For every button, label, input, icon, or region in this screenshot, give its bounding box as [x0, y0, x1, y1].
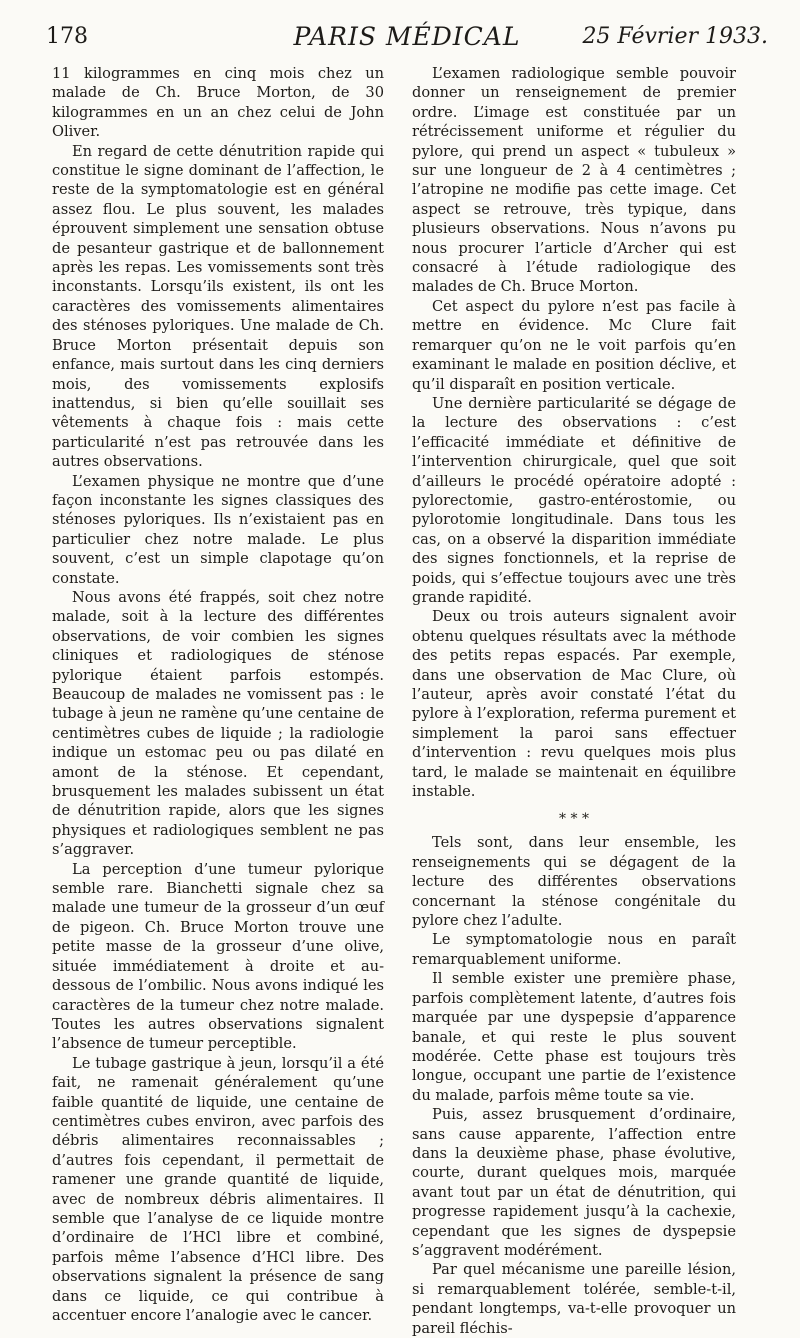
paragraph: La perception d’une tumeur pylorique semble rare. Bianchetti signale chez sa malade une tumeur de la grosseur d’un œuf de pigeon. Ch. Bruce Morton trouve une petite masse de la grosseur d’une olive, située immédiatement à droite et au-dessous de l’ombilic. Nous avons indiqué les caractères de la tumeur chez notre malade. Toutes les autres observations signalent l’absence de tumeur perceptible. [52, 860, 384, 1053]
section-separator: * * * [559, 811, 589, 828]
right-column [412, 64, 736, 1338]
left-column [52, 64, 384, 1325]
page-header [46, 18, 768, 56]
paragraph: Une dernière particularité se dégage de la lecture des observations : c’est l’efficacité immédiate et définitive de l’intervention chirurgicale, quel que soit d’ailleurs le procédé opératoire adopté : pylorectomie, gastro-entérostomie, ou pylorotomie longitudinale. Dans tous les cas, on a observé la disparition immédiate des signes fonctionnels, et la reprise de poids, qui s’effectue toujours avec une très grande rapidité. [412, 394, 736, 606]
page-number: 178 [46, 24, 88, 49]
paragraph: Le tubage gastrique à jeun, lorsqu’il a été fait, ne ramenait généralement qu’une faible quantité de liquide, une centaine de centimètres cubes environ, avec parfois des débris alimentaires reconnaissables ; d’autres fois cependant, il permettait de ramener une grande quantité de liquide, avec de nombreux débris alimentaires. Il semble que l’analyse de ce liquide montre d’ordinaire de l’HCl libre et combiné, parfois même l’absence d’HCl libre. Des observations signalent la présence de sang dans ce liquide, ce qui contribue à accentuer encore l’analogie avec le cancer. [52, 1054, 384, 1324]
paragraph: Deux ou trois auteurs signalent avoir obtenu quelques résultats avec la méthode des petits repas espacés. Par exemple, dans une observation de Mac Clure, où l’auteur, après avoir constaté l’état du pylore à l’exploration, referma purement et simplement la paroi sans effectuer d’intervention : revu quelques mois plus tard, le malade se maintenait en équilibre instable. [412, 608, 736, 801]
paragraph: L’examen physique ne montre que d’une façon inconstante les signes classiques des sténoses pyloriques. Ils n’existaient pas en particulier chez notre malade. Le plus souvent, c’est un simple clapotage qu’on constate. [52, 472, 384, 587]
issue-date: 25 Février 1933. [582, 24, 768, 49]
paragraph: Nous avons été frappés, soit chez notre malade, soit à la lecture des différentes observations, de voir combien les signes cliniques et radiologiques de sténose pylorique étaient parfois estompés. Beaucoup de malades ne vomissent pas : le tubage à jeun ne ramène qu’une centaine de centimètres cubes de liquide ; la radiologie indique un estomac peu ou pas dilaté en amont de la sténose. Et cependant, brusquement les malades subissent un état de dénutrition rapide, alors que les signes physiques et radiologiques semblent ne pas s’aggraver. [52, 588, 384, 859]
paragraph: En regard de cette dénutrition rapide qui constitue le signe dominant de l’affection, le reste de la symptomatologie est en général assez flou. Le plus souvent, les malades éprouvent simplement une sensation obtuse de pesanteur gastrique et de ballonnement après les repas. Les vomissements sont très inconstants. Lorsqu’ils existent, ils ont les caractères des vomissements alimentaires des sténoses pyloriques. Une malade de Ch. Bruce Morton présentait depuis son enfance, mais surtout dans les cinq derniers mois, des vomissements explosifs inattendus, si bien qu’elle souillait ses vêtements à chaque fois : mais cette particularité n’est pas retrouvée dans les autres observations. [52, 142, 384, 471]
journal-title: PARIS MÉDICAL [293, 22, 521, 51]
paragraph: Puis, assez brusquement d’ordinaire, sans cause apparente, l’affection entre dans la deuxième phase, phase évolutive, courte, durant quelques mois, marquée avant tout par un état de dénutrition, qui progresse rapidement jusqu’à la cachexie, cependant que les signes de dyspepsie s’aggravent modérément. [412, 1106, 736, 1259]
paragraph: L’examen radiologique semble pouvoir donner un renseignement de premier ordre. L’image est constituée par un rétrécissement uniforme et régulier du pylore, qui prend un aspect « tubuleux » sur une longueur de 2 à 4 centimètres ; l’atropine ne modifie pas cette image. Cet aspect se retrouve, très typique, dans plusieurs observations. Nous n’avons pu nous procurer l’article d’Archer qui est consacré à l’étude radiologique des malades de Ch. Bruce Morton. [412, 65, 736, 296]
paragraph: Il semble exister une première phase, parfois complètement latente, d’autres fois marquée par une dyspepsie d’apparence banale, et qui reste le plus souvent modérée. Cette phase est toujours très longue, occupant une partie de l’existence du malade, parfois même toute sa vie. [412, 970, 736, 1104]
paragraph: 11 kilogrammes en cinq mois chez un malade de Ch. Bruce Morton, de 30 kilogrammes en un an chez celui de John Oliver. [52, 65, 384, 141]
paragraph: Le symptomatologie nous en paraît remarquablement uniforme. [412, 931, 736, 968]
paragraph: Par quel mécanisme une pareille lésion, si remarquablement tolérée, semble-t-il, pendant longtemps, va-t-elle provoquer un pareil fléchis- [412, 1261, 736, 1337]
paragraph: Cet aspect du pylore n’est pas facile à mettre en évidence. Mc Clure fait remarquer qu’on ne le voit parfois qu’en examinant le malade en position déclive, et qu’il disparaît en position verticale. [412, 297, 736, 393]
paragraph: Tels sont, dans leur ensemble, les renseignements qui se dégagent de la lecture des différentes observations concernant la sténose congénitale du pylore chez l’adulte. [412, 834, 736, 930]
